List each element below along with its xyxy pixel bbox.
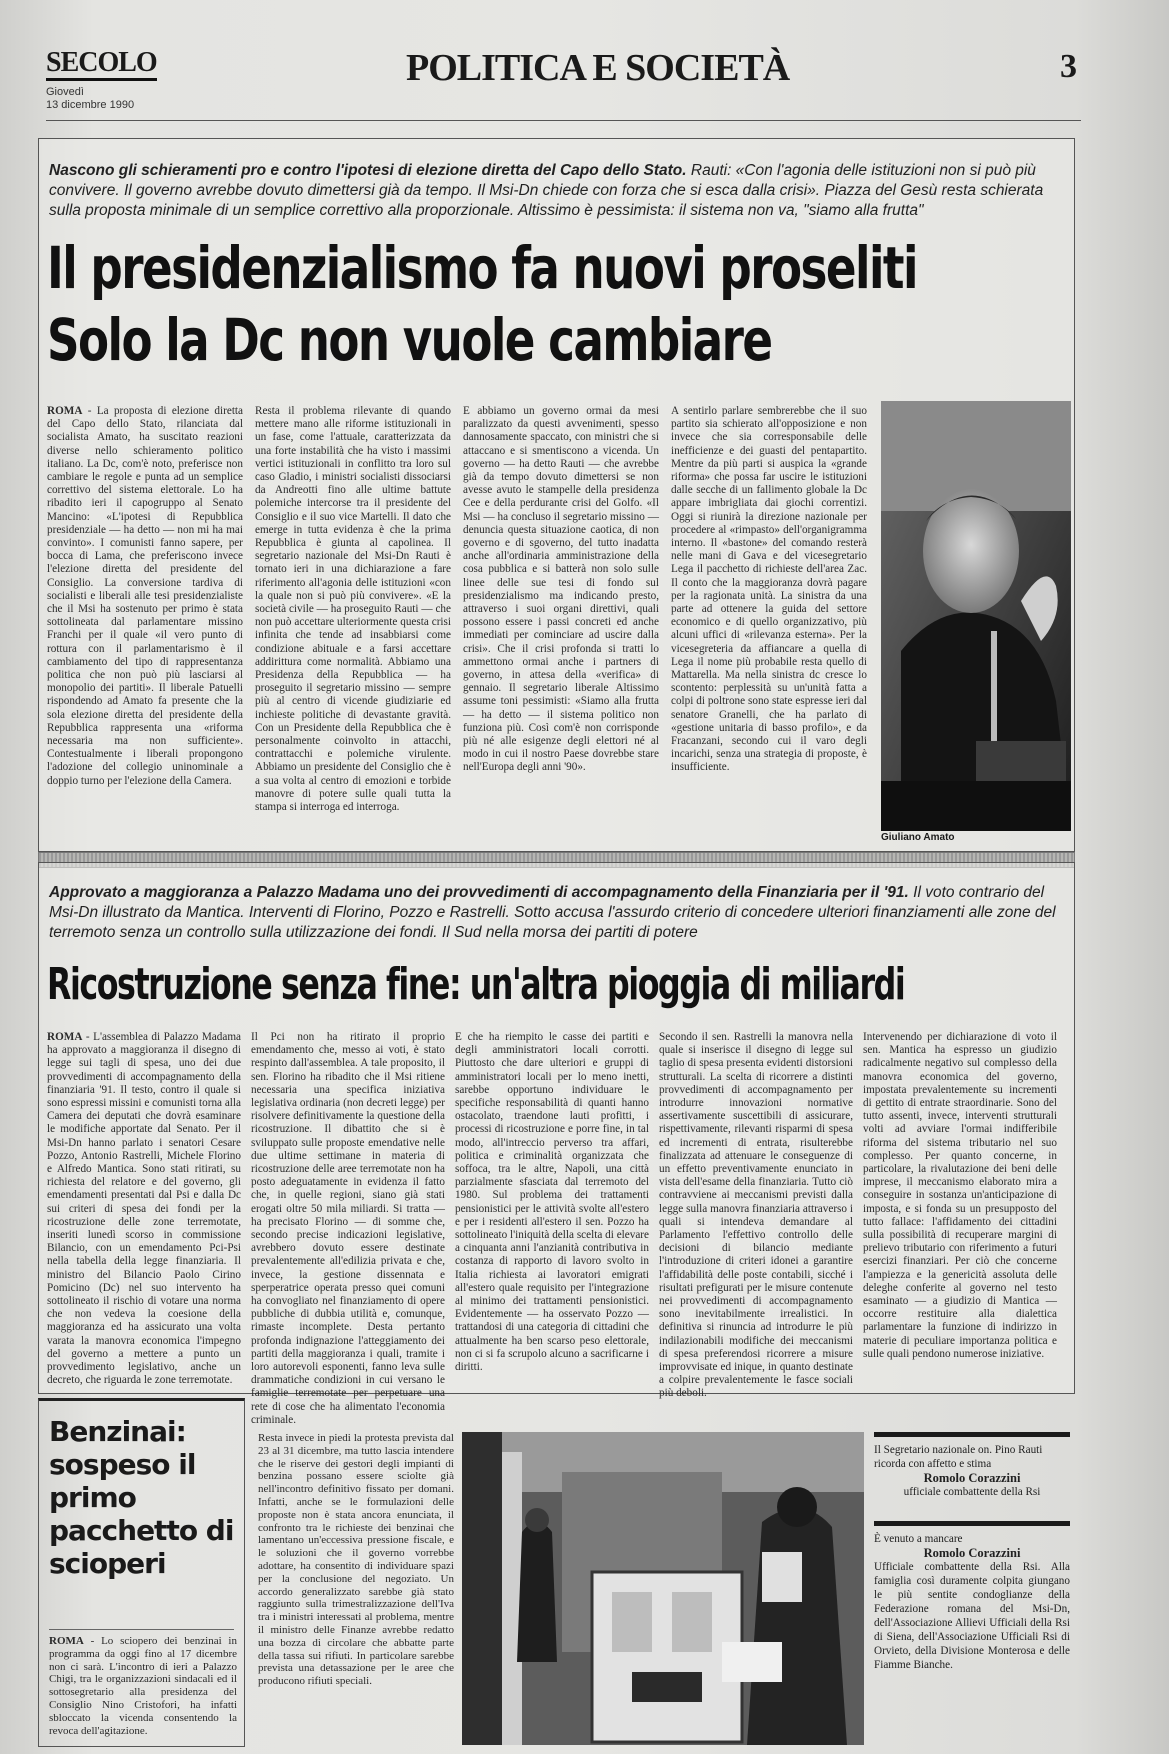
article2-kicker: [49, 883, 1064, 943]
article3-rule: [49, 1629, 234, 1630]
newspaper-logo: SECOLO: [46, 48, 157, 81]
article1-column-3-text: E abbiamo un governo ormai da mesi paralizzato da questi avvenimenti, spesso dannosamente spaccato, con ministri che si attaccano e si smentiscono a vicenda. Un governo — ha detto Rauti — che avrebbe già da tempo dovuto dimettersi se non avesse avuto le stampelle della presidenza Cee e della perdurante crisi del Golfo. «Il Msi — ha concluso il segretario missino — denuncia questa situazione caotica, di non governo e di sgoverno, del tutto inadatta anche all'ordinaria amministrazione della cosa pubblica e si batterà non solo sulle linee delle sue tesi di fondo sul presidenzialismo ma indicando presto, attraverso i suoi organi direttivi, quali possono essere i passi concreti ed anche immediati per cominciare ad uscire dalla crisi». Che il crisi profonda si tratti lo ammettono ormai anche i partners di governo, in attesa della «verifica» di gennaio. Il segretario liberale Altissimo assume toni pessimisti: «Siamo alla frutta — ha detto — il sistema politico non funziona più. Così com'è non corrisponde più né alle esigenze degli elettori né al modo in cui il nostro Paese dovrebbe stare nell'Europa degli anni '90».: [463, 405, 659, 774]
notice1-text: Il Segretario nazionale on. Pino Rauti ricorda con affetto e stima: [874, 1444, 1043, 1470]
article3-headline: Benzinai: sospeso il primo pacchetto di scioperi: [49, 1415, 234, 1580]
article1-dateline: ROMA: [47, 405, 83, 417]
issue-weekday: Giovedì: [46, 86, 84, 98]
notice-spacer: [874, 1499, 1070, 1521]
article1-column-1: ROMA - La proposta di elezione diretta del Capo dello Stato, rilanciata dal socialista Amato, ha suscitato reazioni diverse nello schieramento politico italiano. La Dc, com'è noto, preferisce non cambiare le regole e punta ad un semplice correttivo del sistema elettorale. Lo ha ribadito ieri il capogruppo al Senato Mancino: «L'ipotesi di Repubblica presidenziale — ha detto — non mi ha mai convinto». I comunisti fanno sapere, per bocca di Lama, che preferiscono invece l'elezione diretta del presidente del Consiglio. La conversione tardiva di socialisti e liberali alle tesi presidenzialiste che il Msi ha sostenuto per primo è stata sottolineata dal parlamentare missino Franchi per il quale «il vero punto di rottura con il parlamentarismo è il cambiamento del tipo di rappresentanza politica che non può più lasciarsi al monopolio dei partiti». Il liberale Patuelli rispondendo ad Amato fa presente che la sola elezione diretta del presidente della Repubblica rappresenta una «riforma necessaria ma non sufficiente». Contestualmente i liberali propongono l'adozione del collegio uninominale a doppio turno per l'elezione della Camera.: [47, 405, 243, 787]
article1-column-3: [463, 405, 659, 837]
article1-column-4-text: A sentirlo parlare sembrerebbe che il suo partito sia schierato all'opposizione e non invece che sia corresponsabile delle inefficienze e dei guasti del pentapartito. Mentre da più parti si auspica la «grande riforma» che possa far uscire le istituzioni dalle secche di un fallimento globale la Dc appare imbrigliata dai giochi correntizi. Oggi si riunirà la direzione nazionale per procedere al «rimpasto» dell'organigramma interno. Il «bastone» del comando resterà nelle mani di Gava e del vicesegretario Lega il pacchetto di richieste dell'area Zac. Il conto che la maggioranza dovrà pagare per la ragionata unità. La sinistra da una parte ad ottenere la guida del settore economico e di quello organizzativo, più alcuni uffici di «rilevanza esterna». Per la vicesegreteria da affiancare a quella di Lega il nome più probabile resta quello di Mattarella. Ma nella sinistra dc cresce lo scontento: perplessità su un'unità fatta a colpi di poltrone sono state espresse ieri dal senatore Granelli, che ha parlato di «gestione unitaria di basso profilo», e da Fracanzani, secondo cui il varo degli incarichi, senza una strategia di proposte, è insufficiente.: [671, 405, 867, 774]
article1-column-2-text: Resta il problema rilevante di quando mettere mano alle riforme istituzionali in un fase, come l'attuale, caratterizzata da una forte instabilità che ha visto i massimi vertici istituzionali in conflitto tra loro sul caso Gladio, i ministri socialisti dissociarsi da Andreotti fino alle ultime battute polemiche intercorse tra il presidente del Consiglio e il suo vice Martelli. Il dato che emerge in tutta evidenza è che la prima Repubblica è giunta al capolinea. Il segretario nazionale del Msi-Dn Rauti è tornato ieri in una dichiarazione a fare riferimento all'agonia delle istituzioni «con la quale non si può più convivere». «E la società civile — ha proseguito Rauti — che non può accettare ulteriormente questa crisi infinita che tende ad insabbiarsi come condizione abituale e a farsi accettare addirittura come normalità. Abbiamo una Presidenza della Repubblica — ha proseguito il segretario missino — sempre più al centro di vicende giudiziarie ed inchieste politiche di devastante gravità. Con un Presidente della Repubblica che è personalmente coinvolto in attacchi, contrattacchi e polemiche virulente. Abbiamo un presidente del Consiglio che è a sua volta al centro di emozioni e torbide manovre di potere sulle quali tutta la stampa si interroga ed interroga.: [255, 405, 451, 814]
masthead: [46, 42, 1081, 121]
notice2-text: Ufficiale combattente della Rsi. Alla famiglia così duramente colpita giungano le più sentite condoglianze della Federazione romana del Msi-Dn, dell'Associazione Allievi Ufficiali della Rsi di Siena, dell'Associazione Ufficiali Rsi di Orvieto, della Divisione Monterosa e delle Fiamme Bianche.: [874, 1561, 1070, 1671]
article3-column-1: ROMA - Lo sciopero dei benzinai in programma da oggi fino al 17 dicembre non ci sarà. L'incontro di ieri a Palazzo Chigi, tra le organizzazioni sindacali ed il sottosegretario alla presidenza del Consiglio Nino Cristofori, ha infatti sbloccato la vicenda consentendo la revoca dell'agitazione.: [49, 1635, 237, 1737]
article1-headline-line2: Solo la Dc non vuole cambiare: [47, 306, 772, 374]
article1-column-2: [255, 405, 451, 837]
death-notices: [874, 1432, 1070, 1744]
article-ricostruzione: [38, 862, 1075, 1426]
notice1-role: ufficiale combattente della Rsi: [903, 1486, 1041, 1498]
article-benzinai: [38, 1398, 245, 1747]
notice1-rule: [874, 1432, 1070, 1437]
issue-date-text: 13 dicembre 1990: [46, 99, 135, 111]
article1-kicker: [49, 161, 1064, 221]
article3-body-start: [49, 1635, 237, 1741]
issue-date: [46, 86, 134, 112]
article2-column-1: ROMA - L'assemblea di Palazzo Madama ha approvato a maggioranza il disegno di legge sui tagli di spesa, uno dei due provvedimenti di accompagnamento della finanziaria '91. Il testo, contro il quale si sono espressi missini e comunisti torna alla Camera dei deputati che dovrà esaminare le modifiche apportate dal Senato. Per il Msi-Dn hanno parlato i senatori Cesare Pozzo, Antonio Rastrelli, Michele Florino e Alfredo Mantica. Sono stati ritirati, su richiesta del relatore e del governo, gli emendamenti presentati dal Psi e dalla Dc sui criteri di spesa dei fondi per la ricostruzione delle zone terremotate, inseriti lunedì scorso in commissione Bilancio, con un emendamento Pci-Psi nella tabella della legge finanziaria. Il ministro del Bilancio Paolo Cirino Pomicino (Dc) nel suo intervento ha sottolineato il rischio di votare una norma che non vedeva la coesione della maggioranza ed ha assicurato una volta varata la manovra economica l'impegno del governo a mettere a punto un provvedimento legislativo, anche un decreto, che riguarda le zone terremotate.: [47, 1031, 241, 1387]
amato-photo: [881, 401, 1071, 831]
article2-dateline: ROMA: [47, 1031, 83, 1043]
article1-body: [47, 405, 877, 837]
petrol-station-image: [462, 1432, 864, 1745]
article1-kicker-rest: Rauti: «Con l'agonia delle istituzioni non si può più convivere. Il governo avrebbe dovuto dimettersi già da tempo. Il Msi-Dn chiede con forza che si esca dalla crisi». Piazza del Gesù resta schierata sulla proposta minimale di un semplice correttivo alla proporzionale. Altissimo è pessimista: il sistema non va, "siamo alla frutta": [49, 162, 1044, 219]
article2-column-2-text: Il Pci non ha ritirato il proprio emendamento che, messo ai voti, è stato respinto dall'assemblea. A tale proposito, il sen. Florino ha ribadito che il Msi ritiene necessaria una specifica iniziativa legislativa ordinaria (non decreti legge) per risolvere definitivamente la questione della ricostruzione. Il dibattito che si è sviluppato sulle proposte emendative nelle due ultime settimane in materia di ricostruzione delle aree terremotate non ha posto adeguatamente in evidenza il fatto che, in quelle regioni, siano già stati erogati oltre 50 mila miliardi. Si tratta — ha precisato Florino — di somme che, secondo precise indicazioni legislative, avrebbero dovuto essere destinate prevalentemente all'edilizia privata e che, invece, la gestione dissennata e sperperatrice operata presso quei comuni ha convogliato nel finanziamento di opere pubbliche di dubbia utilità e, comunque, rimaste incomplete. Desta pertanto profonda indignazione l'atteggiamento dei partiti della maggioranza i quali, tramite i loro autorevoli esponenti, fanno leva sulle drammatiche condizioni in cui versano le famiglie terremotate per perpetuare una rete di cose che ha alimentato l'economia criminale.: [251, 1031, 445, 1426]
article3-dateline: ROMA: [49, 1635, 84, 1647]
notice1-name: Romolo Corazzini: [923, 1471, 1021, 1485]
article1-column-1-text: La proposta di elezione diretta del Capo dello Stato, rilanciata dal socialista Amato, ha suscitato reazioni diverse nello schieramento politico italiano. La Dc, com'è noto, preferisce non cambiare le regole e punta ad un semplice correttivo del sistema elettorale. Lo ha ribadito ieri il capogruppo al Senato Mancino: «L'ipotesi di Repubblica presidenziale — ha detto — non mi ha mai convinto». I comunisti fanno sapere, per bocca di Lama, che preferiscono invece l'elezione diretta del presidente del Consiglio. La conversione tardiva di socialisti e liberali alle tesi presidenzialiste che il Msi ha sostenuto per primo è stata sottolineata dal parlamentare missino Franchi per il quale «il vero punto di rottura con il parlamentarismo è il cambiamento del tipo di rappresentanza politica che non può più lasciarsi al monopolio dei partiti». Il liberale Patuelli rispondendo ad Amato fa presente che la sola elezione diretta del presidente della Repubblica rappresenta una «riforma necessaria ma non sufficiente». Contestualmente i liberali propongono l'adozione del collegio uninominale a doppio turno per l'elezione della Camera.: [47, 405, 243, 787]
article2-column-2: [251, 1031, 445, 1426]
article2-column-4-text: Secondo il sen. Rastrelli la manovra nella quale si inserisce il disegno di legge sul taglio di spesa presenta evidenti distorsioni strutturali. La scelta di ricorrere a distinti provvedimenti di accompagnamento per introdurre innovazioni normative assertivamente suscettibili di assicurare, rispettivamente, rilevanti risparmi di spesa ed incrementi di entrata, risulterebbe finalizzata ad attenuare le conseguenze di un effetto preventivamente enunciato in vista dell'esame della finanziaria. Tutto ciò contravviene ai meccanismi previsti dalla legge sulla manovra finanziaria attraverso i quali si intendeva demandare al Parlamento l'effettivo controllo delle decisioni di bilancio mediante l'introduzione di criteri idonei a garantire l'affidabilità delle poste contabili, sicché i risultati prefigurati per le misure contenute nei provvedimenti di accompagnamento sono inevitabilmente irrealistici. In definitiva si rinuncia ad introdurre le più indilazionabili modifiche dei meccanismi di spesa preferendosi ricorrere a misure improvvisate ed inique, in quanto destinate a colpire prevalentemente le fasce sociali più deboli.: [659, 1031, 853, 1400]
page-number: 3: [1060, 48, 1077, 85]
article2-kicker-rest: Il voto contrario del Msi-Dn illustrato da Mantica. Interventi di Florino, Pozzo e Rastrelli. Sotto accusa l'assurdo criterio di concedere ulteriori finanziamenti alle zone del terremoto senza un controllo sulla utilizzazione dei fondi. Il Sud nella morsa dei partiti di potere: [49, 884, 1056, 941]
notice2-intro: È venuto a mancare: [874, 1533, 963, 1545]
article2-column-1-text: L'assemblea di Palazzo Madama ha approvato a maggioranza il disegno di legge sui tagli di spesa, uno dei due provvedimenti di accompagnamento della finanziaria '91. Il testo, contro il quale si sono espressi missini e comunisti torna alla Camera dei deputati che dovrà esaminare le modifiche apportate dal Senato. Per il Msi-Dn hanno parlato i senatori Cesare Pozzo, Antonio Rastrelli, Michele Florino e Alfredo Mantica. Sono stati ritirati, su richiesta del relatore e del governo, gli emendamenti presentati dal Psi e dalla Dc sui criteri di spesa dei fondi per la ricostruzione delle zone terremotate, inseriti lunedì scorso in commissione Bilancio, con un emendamento Pci-Psi nella tabella della legge finanziaria. Il ministro del Bilancio Paolo Cirino Pomicino (Dc) nel suo intervento ha sottolineato il rischio di votare una norma che non vedeva la coesione della maggioranza ed ha assicurato una volta varata la manovra economica l'impegno del governo a mettere a punto un provvedimento legislativo, anche un decreto, che riguarda le zone terremotate.: [47, 1031, 241, 1387]
article2-kicker-bold: Approvato a maggioranza a Palazzo Madama uno dei provvedimenti di accompagnamento della Finanziaria per il '91.: [49, 884, 909, 901]
article1-kicker-bold: Nascono gli schieramenti pro e contro l'ipotesi di elezione diretta del Capo dello Stato.: [49, 162, 687, 179]
article2-column-4: [659, 1031, 853, 1400]
notice2-name: Romolo Corazzini: [923, 1546, 1021, 1560]
article3-column-2-text: Resta invece in piedi la protesta prevista dal 23 al 31 dicembre, ma tutto lascia intendere che le riserve dei gestori degli impianti di benzina possano essere sciolte già nell'incontro definitivo fissato per domani. Infatti, anche se le formulazioni delle proposte non è stata ancora enunciata, il confronto tra le richieste dei benzinai che lamentano un'eccessiva pressione fiscale, e le soluzioni che il governo vorrebbe adottare, ha consentito di individuare spazi per la conclusione del negoziato. Un accordo generalizzato sarebbe già stato raggiunto sulla trimestralizzazione dell'Iva tra i ministri interessati al problema, mentre il ministro delle Finanze avrebbe redatto una bozza di circolare che abbatte parte della tassa sui rifiuti. In particolare sarebbe prevista una detassazione per le aree che producono rifiuti speciali.: [258, 1432, 454, 1688]
article2-headline: Ricostruzione senza fine: un'altra pioggia di miliardi: [47, 959, 905, 1010]
article3-column-2: [258, 1432, 454, 1744]
notice2-rule: [874, 1521, 1070, 1526]
article2-column-3: [455, 1031, 649, 1383]
article1-headline-line1: Il presidenzialismo fa nuovi proseliti: [47, 234, 917, 302]
amato-photo-image: [881, 401, 1071, 831]
amato-photo-caption: Giuliano Amato: [881, 832, 955, 843]
article2-body: [47, 1031, 1057, 1426]
article1-column-4: [671, 405, 867, 837]
article2-column-5-text: Intervenendo per dichiarazione di voto il sen. Mantica ha espresso un giudizio radicalmente negativo sul complesso della manovra economica del governo, impostata prevalentemente su incrementi di gettito di entrate straordinarie. Sono del tutto assenti, invece, interventi strutturali volti ad avviare l'ormai indifferibile riforma del sistema tributario nel suo complesso. Per quanto concerne, in particolare, la rivalutazione dei beni delle imprese, il meccanismo elaborato mira a conseguire in sostanza un'anticipazione di imposta, e si fonda su un presupposto del tutto fallace: l'affidamento dei cittadini sulla possibilità di recuperare margini di prelievo tributario con riferimento a futuri esercizi finanziari. Per ciò che concerne l'ampiezza e la genericità assoluta delle deleghe conferite al governo nel testo esaminato — a giudizio di Mantica — occorre restituire alla dialettica parlamentare la funzione di indirizzo in materie di peculiare importanza politica e sulle quali pendono numerose iniziative.: [863, 1031, 1057, 1360]
article3-column-1-text: Lo sciopero dei benzinai in programma da oggi fino al 17 dicembre non ci sarà. L'incontro di ieri a Palazzo Chigi, tra le organizzazioni sindacali ed il sottosegretario alla presidenza del Consiglio Nino Cristofori, ha infatti sbloccato la vicenda consentendo la revoca dell'agitazione.: [49, 1635, 237, 1737]
section-title: POLITICA E SOCIETÀ: [406, 47, 790, 89]
petrol-station-photo: [462, 1432, 864, 1745]
article3-body-continued: [258, 1432, 454, 1744]
article2-column-5: [863, 1031, 1057, 1383]
article-presidenzialismo: [38, 138, 1075, 852]
article2-column-3-text: E che ha riempito le casse dei partiti e degli amministratori locali corrotti. Piuttosto che dare ulteriori e gruppi di amministratori locali per lo meno inetti, sarebbe opportuno individuare le specifiche responsabilità di quanti hanno ostacolato, traendone lauti profitti, i processi di ricostruzione e porre fine, in tal modo, all'intreccio perverso tra affari, politica e criminalità organizzata che soffoca, tra le altre, Napoli, una città parzialmente sfasciata dal terremoto del 1980. Sul problema dei trattamenti pensionistici per le attività svolte all'estero e per i residenti all'estero il sen. Pozzo ha sottolineato l'iniquità della scelta di elevare a cinquanta anni l'anzianità contributiva in costanza di rapporto di lavoro svolto in Italia richiesta ai lavoratori emigrati all'estero quale requisito per l'integrazione al minimo dei trattamenti pensionistici. Evidentemente — ha osservato Pozzo — trattandosi di una categoria di cittadini che attualmente ha ben scarso peso elettorale, non ci si fa scrupolo alcuno a sacrificarne i diritti.: [455, 1031, 649, 1374]
